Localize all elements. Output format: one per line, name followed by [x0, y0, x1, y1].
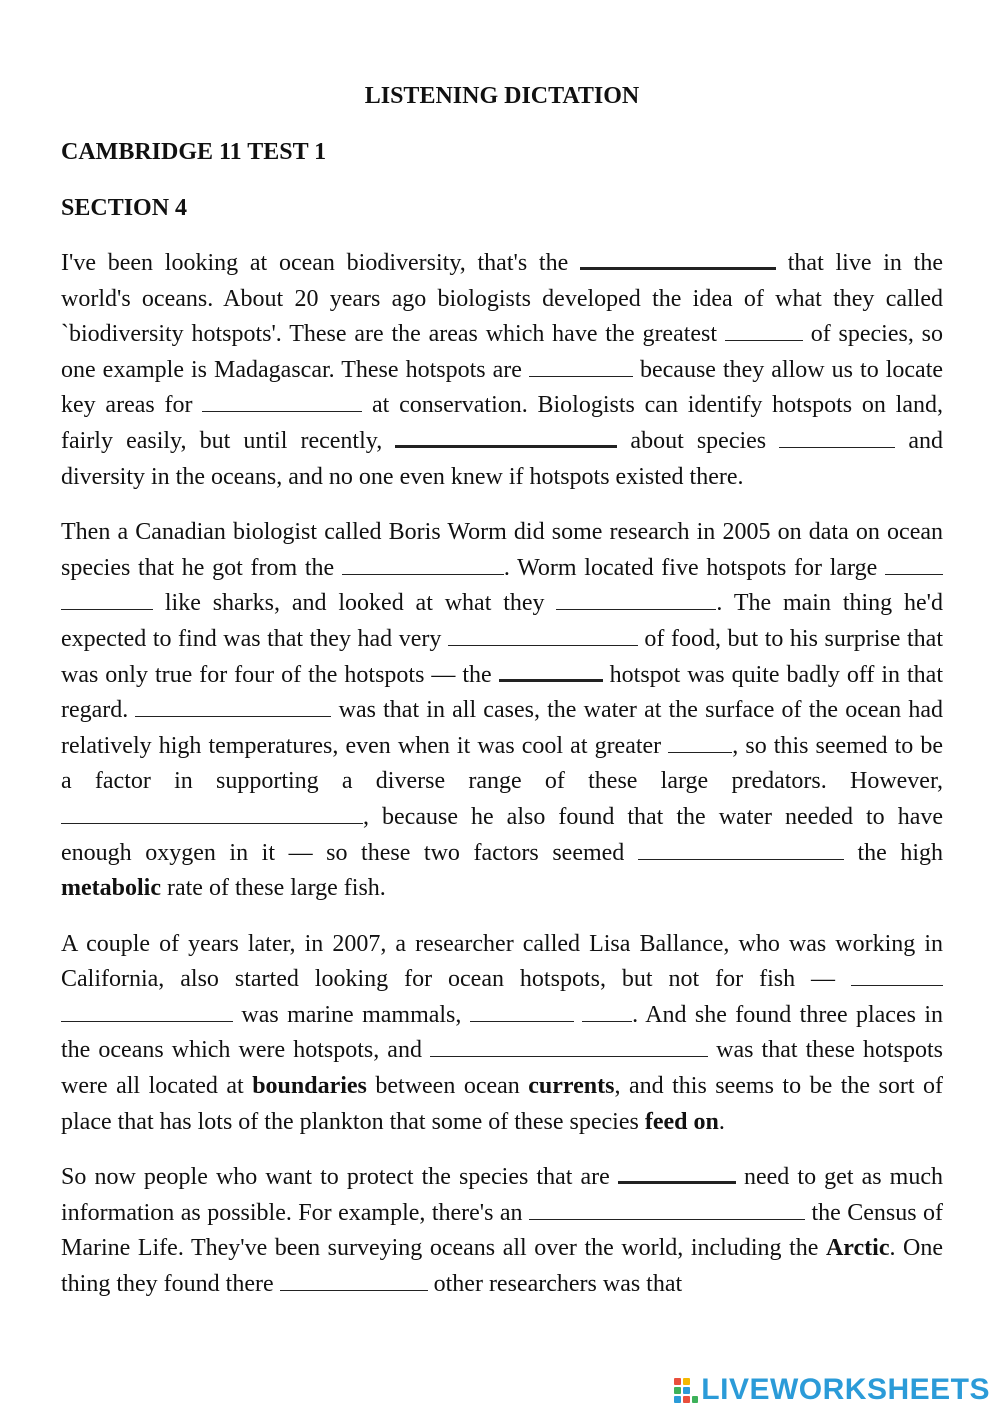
paragraph-2: [61, 515, 943, 907]
paragraph-text: was marine mammals,: [233, 1001, 470, 1028]
answer-blank[interactable]: [885, 554, 943, 575]
paragraph-text: because they allow us to locate key areas for: [61, 356, 944, 419]
answer-blank[interactable]: [556, 589, 716, 610]
paragraph-text: that live in the world's oceans. About 20 years ago biologists developed the idea of what they called `biodiversity hotspots'. These are the areas which have the greatest: [61, 250, 943, 348]
paragraph-text: I've been looking at ocean biodiversity, that's the: [61, 250, 580, 276]
paragraph-text: between ocean: [366, 1073, 529, 1100]
answer-blank[interactable]: [448, 625, 638, 646]
answer-blank[interactable]: [61, 1001, 233, 1022]
answer-blank[interactable]: [342, 554, 504, 575]
paragraph-1: [61, 246, 943, 495]
answer-blank[interactable]: [779, 427, 895, 448]
paragraph-text: other researchers was that: [427, 1271, 683, 1298]
paragraph-text: . And she found three places in the oceans which were hotspots, and: [61, 1001, 943, 1064]
liveworksheets-logo[interactable]: [673, 1372, 990, 1408]
bold-term: currents: [528, 1073, 615, 1100]
liveworksheets-icon: [673, 1376, 699, 1404]
paragraph-text: , so this seemed to be a factor in supporting a diverse range of these large predators. However,: [61, 732, 943, 795]
answer-blank[interactable]: [668, 732, 732, 753]
bold-term: Arctic: [825, 1235, 890, 1262]
answer-blank[interactable]: [470, 1001, 574, 1022]
answer-blank[interactable]: [529, 356, 633, 377]
paragraph-3: [61, 927, 943, 1141]
answer-blank[interactable]: [725, 320, 803, 341]
paragraph-text: of species, so one example is Madagascar. These hotspots are: [61, 321, 943, 383]
paragraph-text: the high: [843, 839, 943, 866]
bold-term: boundaries: [252, 1073, 367, 1100]
answer-blank[interactable]: [280, 1270, 428, 1291]
paragraph-text: need to get as much information as possible. For example, there's an: [61, 1164, 943, 1226]
answer-blank[interactable]: [135, 696, 331, 717]
answer-blank[interactable]: [851, 965, 943, 986]
bold-term: feed on: [644, 1108, 719, 1135]
answer-blank[interactable]: [582, 1001, 632, 1022]
answer-blank[interactable]: [395, 425, 617, 448]
paragraph-text: [574, 1002, 582, 1028]
answer-blank[interactable]: [430, 1036, 708, 1057]
test-heading: CAMBRIDGE 11 TEST 1: [61, 139, 327, 165]
answer-blank[interactable]: [638, 839, 844, 860]
paragraph-text: about species: [617, 427, 780, 454]
paragraph-text: was that in all cases, the water at the surface of the ocean had relatively high temperatures, even when it was cool at greater: [61, 697, 943, 759]
paragraph-text: was that these hotspots were all located at: [61, 1037, 943, 1100]
section-heading: SECTION 4: [61, 195, 188, 221]
paragraph-text: , and this seems to be the sort of place that has lots of the plankton that some of these species: [61, 1073, 943, 1135]
paragraph-text: of food, but to his surprise that was only true for four of the hotspots — the: [61, 625, 943, 688]
paragraph-text: the Census of Marine Life. They've been surveying oceans all over the world, including the: [61, 1199, 943, 1262]
paragraph-text: .: [718, 1108, 725, 1135]
paragraph-text: Then a Canadian biologist called Boris Worm did some research in 2005 on data on ocean species that he got from the: [61, 519, 943, 581]
answer-blank[interactable]: [499, 659, 603, 682]
answer-blank[interactable]: [202, 391, 362, 412]
worksheet-page: [61, 78, 943, 1323]
answer-blank[interactable]: [618, 1161, 736, 1184]
paragraph-text: . One thing they found there: [61, 1235, 944, 1298]
paragraph-text: at conservation. Biologists can identify hotspots on land, fairly easily, but until recently,: [61, 392, 944, 454]
paragraph-text: rate of these large fish.: [160, 875, 386, 902]
answer-blank[interactable]: [529, 1199, 805, 1220]
paragraph-text: like sharks, and looked at what they: [153, 590, 557, 617]
paragraph-4: [61, 1160, 943, 1302]
paragraph-text: . The main thing he'd expected to find was that they had very: [61, 590, 943, 652]
paragraph-text: . Worm located five hotspots for large: [503, 554, 885, 581]
paragraph-text: hotspot was quite badly off in that regard.: [61, 661, 944, 724]
bold-term: metabolic: [61, 875, 161, 902]
brand-text: LIVEWORKSHEETS: [701, 1373, 990, 1406]
answer-blank[interactable]: [61, 803, 363, 824]
answer-blank[interactable]: [580, 247, 776, 270]
page-title: LISTENING DICTATION: [364, 83, 640, 109]
answer-blank[interactable]: [61, 589, 153, 610]
paragraph-text: So now people who want to protect the species that are: [61, 1164, 618, 1191]
paragraph-text: , because he also found that the water needed to have enough oxygen in it — so these two factors seemed: [61, 803, 943, 866]
paragraph-text: A couple of years later, in 2007, a researcher called Lisa Ballance, who was working in California, also started looking for ocean hotspots, but not for fish —: [61, 930, 943, 993]
paragraph-text: and diversity in the oceans, and no one even knew if hotspots existed there.: [61, 427, 944, 490]
